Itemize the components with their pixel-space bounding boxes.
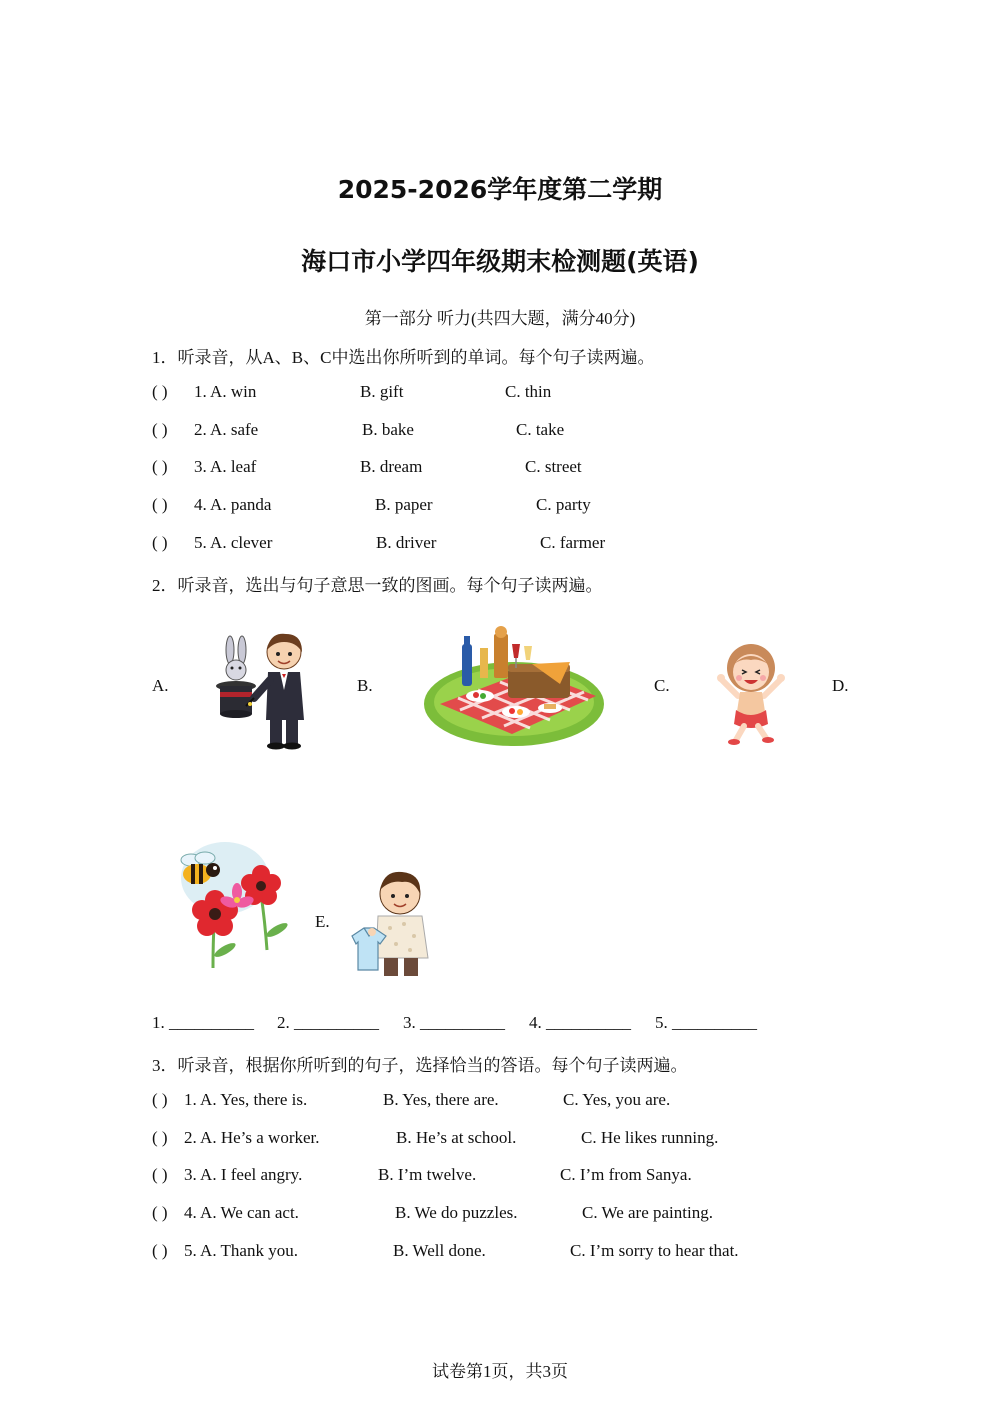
option-a: 3. A. leaf — [194, 457, 257, 476]
section3-instruction: 3．听录音，根据你所听到的句子，选择恰当的答语。每个句子读两遍。 — [152, 1056, 688, 1075]
answer-paren[interactable]: ( ) — [152, 420, 168, 439]
answer-paren[interactable]: ( ) — [152, 533, 168, 552]
option-a: 5. A. Thank you. — [184, 1241, 298, 1260]
option-a: 5. A. clever — [194, 533, 273, 552]
option-c: C. take — [516, 420, 565, 439]
option-a: 1. A. win — [194, 382, 257, 401]
option-a: 2. A. safe — [194, 420, 259, 439]
option-c: C. He likes running. — [581, 1128, 719, 1147]
option-a: 3. A. I feel angry. — [184, 1165, 303, 1184]
answer-paren[interactable]: ( ) — [152, 1241, 168, 1260]
picture-label-d: D. — [832, 676, 849, 695]
answer-blank[interactable]: 4. __________ — [529, 1013, 631, 1032]
option-b: B. We do puzzles. — [395, 1203, 518, 1222]
option-a: 4. A. We can act. — [184, 1203, 299, 1222]
option-b: B. driver — [376, 533, 437, 552]
option-c: C. Yes, you are. — [563, 1090, 671, 1109]
answer-blank[interactable]: 3. __________ — [403, 1013, 505, 1032]
option-a: 4. A. panda — [194, 495, 272, 514]
option-b: B. Well done. — [393, 1241, 486, 1260]
picture-label-c: C. — [654, 676, 670, 695]
picture-label-e: E. — [315, 912, 330, 931]
picture-label-b: B. — [357, 676, 373, 695]
magician-picture — [210, 628, 315, 750]
option-b: B. I’m twelve. — [378, 1165, 477, 1184]
option-c: C. I’m sorry to hear that. — [570, 1241, 739, 1260]
bee-flowers-picture — [165, 838, 300, 980]
option-c: C. street — [525, 457, 582, 476]
happy-girl-picture — [712, 640, 790, 750]
option-c: C. farmer — [540, 533, 606, 552]
answer-paren[interactable]: ( ) — [152, 457, 168, 476]
answer-blank[interactable]: 2. __________ — [277, 1013, 379, 1032]
answer-paren[interactable]: ( ) — [152, 1090, 168, 1109]
section1-instruction: 1．听录音，从A、B、C中选出你所听到的单词。每个句子读两遍。 — [152, 348, 655, 367]
option-a: 2. A. He’s a worker. — [184, 1128, 320, 1147]
exam-title-line2: 海口市小学四年级期末检测题(英语) — [301, 247, 699, 276]
option-b: B. bake — [362, 420, 414, 439]
option-b: B. He’s at school. — [396, 1128, 517, 1147]
answer-paren[interactable]: ( ) — [152, 382, 168, 401]
page-footer: 试卷第1页，共3页 — [432, 1362, 568, 1381]
answer-blank[interactable]: 1. __________ — [152, 1013, 254, 1032]
option-c: C. We are painting. — [582, 1203, 713, 1222]
section2-instruction: 2．听录音，选出与句子意思一致的图画。每个句子读两遍。 — [152, 576, 603, 595]
answer-paren[interactable]: ( ) — [152, 495, 168, 514]
exam-title-line1: 2025-2026学年度第二学期 — [337, 175, 663, 204]
option-b: B. paper — [375, 495, 433, 514]
part-heading: 第一部分 听力(共四大题，满分40分) — [364, 309, 636, 328]
option-b: B. Yes, there are. — [383, 1090, 499, 1109]
option-a: 1. A. Yes, there is. — [184, 1090, 308, 1109]
answer-paren[interactable]: ( ) — [152, 1128, 168, 1147]
option-c: C. I’m from Sanya. — [560, 1165, 692, 1184]
option-c: C. party — [536, 495, 591, 514]
picnic-picture — [420, 604, 608, 749]
option-c: C. thin — [505, 382, 552, 401]
answer-paren[interactable]: ( ) — [152, 1165, 168, 1184]
answer-blank[interactable]: 5. __________ — [655, 1013, 757, 1032]
boy-with-shirt-picture — [346, 866, 436, 980]
option-b: B. gift — [360, 382, 404, 401]
option-b: B. dream — [360, 457, 423, 476]
answer-paren[interactable]: ( ) — [152, 1203, 168, 1222]
picture-label-a: A. — [152, 676, 169, 695]
